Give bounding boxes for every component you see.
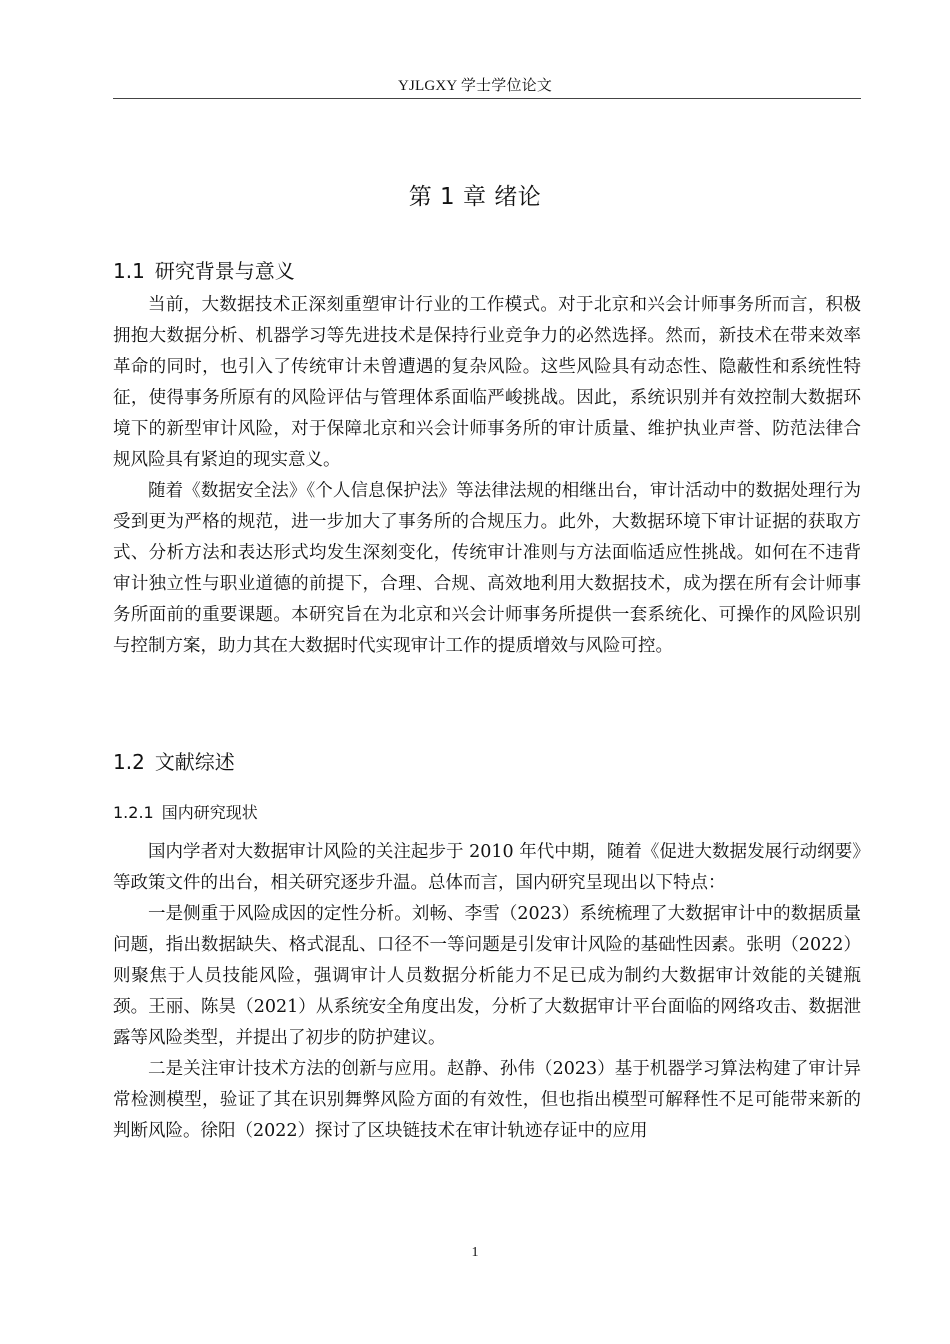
section-heading-1-2 [113,746,235,775]
chapter-title: 第 1 章 绪论 [408,184,542,210]
section-number: 1.2 [113,750,145,774]
subsection-title: 国内研究现状 [161,803,258,822]
section-1-1-body [113,290,861,662]
section-title: 文献综述 [154,750,235,774]
section-title: 研究背景与意义 [154,259,295,283]
paragraph: 随着《数据安全法》《个人信息保护法》等法律法规的相继出台，审计活动中的数据处理行为受到更为严格的规范，进一步加大了事务所的合规压力。此外，大数据环境下审计证据的获取方式、分析方法和表达形式均发生深刻变化，传统审计准则与方法面临适应性挑战。如何在不违背审计独立性与职业道德的前提下，合理、合规、高效地利用大数据技术，成为摆在所有会计师事务所面前的重要课题。本研究旨在为北京和兴会计师事务所提供一套系统化、可操作的风险识别与控制方案，助力其在大数据时代实现审计工作的提质增效与风险可控。 [113,481,861,656]
page-number: 1 [471,1245,479,1260]
running-header: YJLGXY 学士学位论文 [397,78,553,94]
paragraph: 当前，大数据技术正深刻重塑审计行业的工作模式。对于北京和兴会计师事务所而言，积极拥抱大数据分析、机器学习等先进技术是保持行业竞争力的必然选择。然而，新技术在带来效率革命的同时，也引入了传统审计未曾遭遇的复杂风险。这些风险具有动态性、隐蔽性和系统性特征，使得事务所原有的风险评估与管理体系面临严峻挑战。因此，系统识别并有效控制大数据环境下的新型审计风险，对于保障北京和兴会计师事务所的审计质量、维护执业声誉、防范法律合规风险具有紧迫的现实意义。 [113,295,861,470]
paragraph: 国内学者对大数据审计风险的关注起步于 2010 年代中期，随着《促进大数据发展行动纲要》等政策文件的出台，相关研究逐步升温。总体而言，国内研究呈现出以下特点： [113,842,861,893]
subsection-heading-1-2-1 [113,800,258,823]
section-heading-1-1 [113,255,295,284]
subsection-1-2-1-body [113,837,861,1147]
header-divider [113,98,861,99]
subsection-number: 1.2.1 [113,803,154,822]
paragraph: 一是侧重于风险成因的定性分析。刘畅、李雪（2023）系统梳理了大数据审计中的数据质量问题，指出数据缺失、格式混乱、口径不一等问题是引发审计风险的基础性因素。张明（2022）则聚焦于人员技能风险，强调审计人员数据分析能力不足已成为制约大数据审计效能的关键瓶颈。王丽、陈昊（2021）从系统安全角度出发，分析了大数据审计平台面临的网络攻击、数据泄露等风险类型，并提出了初步的防护建议。 [113,904,861,1048]
paragraph: 二是关注审计技术方法的创新与应用。赵静、孙伟（2023）基于机器学习算法构建了审计异常检测模型，验证了其在识别舞弊风险方面的有效性，但也指出模型可解释性不足可能带来新的判断风险。徐阳（2022）探讨了区块链技术在审计轨迹存证中的应用 [113,1059,861,1141]
section-number: 1.1 [113,259,145,283]
